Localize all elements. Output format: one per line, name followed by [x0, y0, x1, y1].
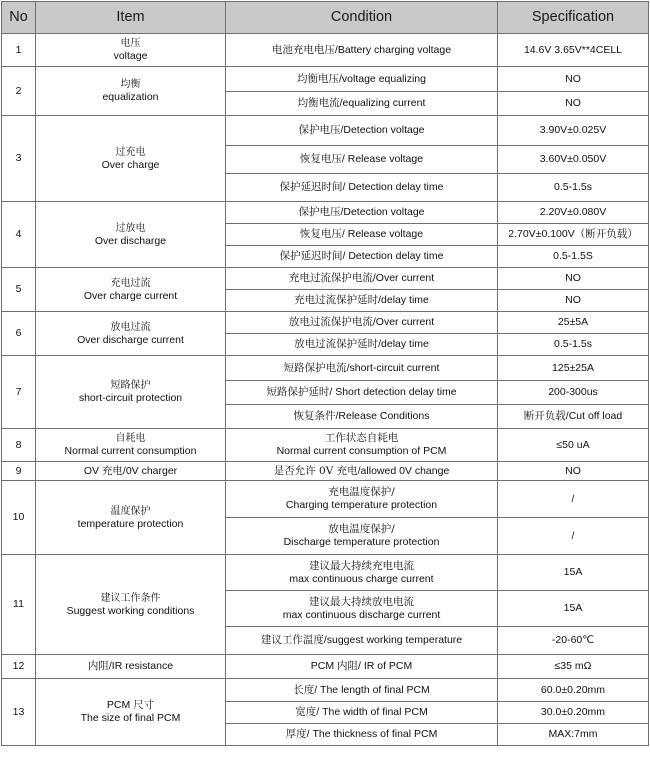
condition-cell: [226, 34, 498, 67]
table-row: [2, 34, 649, 67]
item-english: Over discharge current: [77, 333, 184, 346]
condition-cell: [226, 591, 498, 627]
item-chinese: 均衡: [120, 79, 141, 90]
row-number: 7: [2, 356, 36, 429]
item-cell: [36, 34, 226, 67]
specification-cell: ≤35 mΩ: [498, 655, 649, 679]
table-row: [2, 116, 649, 146]
item-cell: [36, 481, 226, 555]
item-english: PCM 尺寸: [106, 699, 155, 711]
item-english: equalization: [102, 91, 159, 103]
condition-chinese: 恢复电压: [299, 228, 342, 240]
item-english: 内阻/IR resistance: [87, 660, 174, 672]
condition-english: /delay time: [378, 338, 429, 350]
condition-chinese: 保护延迟时间: [279, 181, 343, 193]
condition-chinese: 建议最大持续充电电流: [309, 559, 414, 572]
condition-english: /short-circuit current: [346, 361, 440, 374]
spec-table: [1, 1, 649, 746]
condition-chinese: 放电过流保护延时: [294, 338, 379, 350]
condition-english: Charging temperature protection: [285, 499, 438, 511]
condition-english: Normal current consumption of PCM: [276, 445, 447, 457]
table-row: [2, 67, 649, 92]
header-row: [2, 2, 649, 34]
condition-english: /Over current: [372, 316, 435, 328]
condition-chinese: 充电温度保护/: [328, 486, 395, 498]
specification-cell: 3.60V±0.050V: [498, 146, 649, 174]
condition-chinese: 放电过流保护电流: [288, 316, 373, 328]
specification-cell: NO: [498, 67, 649, 92]
item-chinese: 充电过流: [110, 277, 151, 289]
condition-chinese: 宽度: [295, 706, 317, 718]
condition-cell: [226, 67, 498, 92]
item-cell: [36, 462, 226, 481]
condition-cell: [226, 312, 498, 334]
specification-cell: 2.70V±0.100V（断开负载）: [498, 224, 649, 246]
condition-chinese: 建议工作温度: [260, 634, 324, 646]
table-row: [2, 481, 649, 518]
condition-english: /equalizing current: [339, 97, 426, 109]
header-condition: Condition: [226, 2, 498, 34]
condition-english: /Detection voltage: [340, 206, 425, 218]
condition-english: /Battery charging voltage: [334, 43, 452, 56]
item-cell: [36, 555, 226, 655]
condition-chinese: 电池充电电压: [271, 43, 335, 56]
item-cell: [36, 268, 226, 312]
item-english: Normal current consumption: [64, 445, 197, 457]
condition-english: PCM 内阻/ IR of PCM: [310, 660, 413, 672]
condition-english: max continuous charge current: [289, 572, 434, 585]
specification-cell: NO: [498, 462, 649, 481]
item-chinese: 温度保护: [110, 505, 151, 517]
row-number: 5: [2, 268, 36, 312]
item-english: temperature protection: [77, 517, 184, 530]
specification-cell: 30.0±0.20mm: [498, 702, 649, 724]
condition-english: / The thickness of final PCM: [306, 728, 438, 740]
condition-english: / Detection delay time: [342, 250, 444, 262]
condition-cell: [226, 290, 498, 312]
condition-chinese: 保护电压: [298, 206, 341, 218]
spec-table-body: [2, 34, 649, 746]
item-chinese: 放电过流: [110, 321, 151, 333]
row-number: 1: [2, 34, 36, 67]
condition-english: / The width of final PCM: [316, 706, 428, 718]
condition-cell: [226, 116, 498, 146]
row-number: 6: [2, 312, 36, 356]
condition-english: /voltage equalizing: [339, 72, 426, 85]
header-no: No: [2, 2, 36, 34]
item-english: Suggest working conditions: [66, 604, 195, 617]
specification-cell: 3.90V±0.025V: [498, 116, 649, 146]
item-chinese: 自耗电: [115, 433, 146, 444]
row-number: 8: [2, 429, 36, 462]
item-english: OV 充电/0V charger: [83, 464, 178, 477]
condition-cell: [226, 356, 498, 381]
condition-english: max continuous discharge current: [282, 608, 441, 621]
condition-cell: [226, 381, 498, 405]
condition-cell: [226, 627, 498, 655]
condition-cell: [226, 202, 498, 224]
condition-cell: [226, 146, 498, 174]
item-english: Over charge current: [83, 289, 178, 302]
condition-chinese: 短路保护电流: [283, 361, 347, 374]
condition-chinese: 充电过流保护延时: [294, 294, 379, 306]
condition-english: /Over current: [372, 272, 435, 284]
row-number: 12: [2, 655, 36, 679]
header-specification: Specification: [498, 2, 649, 34]
condition-cell: [226, 246, 498, 268]
condition-english: /Detection voltage: [340, 124, 425, 136]
specification-cell: ≤50 uA: [498, 429, 649, 462]
row-number: 3: [2, 116, 36, 202]
condition-english: / Detection delay time: [342, 181, 444, 193]
item-cell: [36, 67, 226, 116]
table-row: [2, 655, 649, 679]
specification-cell: 14.6V 3.65V**4CELL: [498, 34, 649, 67]
condition-english: / Release voltage: [341, 153, 424, 165]
condition-chinese: 长度: [293, 683, 315, 696]
condition-cell: [226, 92, 498, 116]
row-number: 2: [2, 67, 36, 116]
item-cell: [36, 202, 226, 268]
condition-chinese: 恢复条件: [293, 410, 336, 422]
condition-chinese: 是否允许 0V 充电: [273, 464, 358, 477]
table-row: [2, 429, 649, 462]
item-chinese: 过放电: [115, 222, 146, 234]
item-english: Over discharge: [94, 234, 167, 247]
specification-cell: 断开负载/Cut off load: [498, 405, 649, 429]
condition-chinese: 保护延迟时间: [279, 250, 343, 262]
item-chinese: 建议工作条件: [100, 592, 161, 604]
item-cell: [36, 116, 226, 202]
specification-cell: NO: [498, 290, 649, 312]
condition-english: Discharge temperature protection: [283, 536, 440, 548]
item-cell: [36, 429, 226, 462]
condition-cell: [226, 555, 498, 591]
specification-cell: -20-60℃: [498, 627, 649, 655]
condition-chinese: 均衡电流: [297, 97, 340, 109]
condition-cell: [226, 462, 498, 481]
table-row: [2, 555, 649, 591]
condition-english: / Release voltage: [341, 228, 424, 240]
specification-cell: 0.5-1.5s: [498, 174, 649, 202]
condition-cell: [226, 268, 498, 290]
condition-chinese: 保护电压: [298, 124, 341, 136]
specification-cell: NO: [498, 268, 649, 290]
condition-english: /delay time: [378, 294, 429, 306]
specification-cell: 15A: [498, 591, 649, 627]
table-row: [2, 202, 649, 224]
condition-chinese: 均衡电压: [297, 72, 339, 85]
item-cell: [36, 312, 226, 356]
condition-cell: [226, 174, 498, 202]
condition-cell: [226, 429, 498, 462]
condition-cell: [226, 518, 498, 555]
condition-english: / The length of final PCM: [314, 683, 430, 696]
row-number: 10: [2, 481, 36, 555]
table-row: [2, 312, 649, 334]
specification-cell: MAX:7mm: [498, 724, 649, 746]
condition-chinese: 短路保护延时: [266, 386, 330, 398]
condition-english: /allowed 0V change: [357, 464, 450, 477]
item-english: short-circuit protection: [78, 392, 183, 404]
condition-cell: [226, 224, 498, 246]
specification-cell: 200-300us: [498, 381, 649, 405]
condition-cell: [226, 655, 498, 679]
condition-cell: [226, 334, 498, 356]
condition-chinese: 工作状态自耗电: [324, 432, 399, 444]
condition-chinese: 建议最大持续放电电流: [309, 595, 414, 608]
specification-cell: 15A: [498, 555, 649, 591]
header-item: Item: [36, 2, 226, 34]
condition-cell: [226, 481, 498, 518]
condition-chinese: 充电过流保护电流: [288, 272, 373, 284]
condition-cell: [226, 405, 498, 429]
table-row: [2, 268, 649, 290]
condition-english: /Release Conditions: [335, 410, 430, 422]
condition-english: / Short detection delay time: [329, 386, 457, 398]
row-number: 4: [2, 202, 36, 268]
table-row: [2, 679, 649, 702]
specification-cell: 0.5-1.5s: [498, 334, 649, 356]
table-row: [2, 462, 649, 481]
row-number: 13: [2, 679, 36, 746]
condition-chinese: 放电温度保护/: [328, 523, 395, 535]
table-row: [2, 356, 649, 381]
condition-chinese: 厚度: [285, 728, 307, 740]
item-cell: [36, 356, 226, 429]
row-number: 9: [2, 462, 36, 481]
specification-cell: 60.0±0.20mm: [498, 679, 649, 702]
row-number: 11: [2, 555, 36, 655]
item-english: Over charge: [101, 158, 160, 171]
specification-cell: 125±25A: [498, 356, 649, 381]
item-chinese: 短路保护: [110, 380, 151, 391]
item-english-2: The size of final PCM: [80, 712, 181, 724]
specification-cell: /: [498, 481, 649, 518]
item-cell: [36, 655, 226, 679]
condition-cell: [226, 724, 498, 746]
item-english: voltage: [113, 50, 148, 62]
condition-chinese: 恢复电压: [299, 153, 342, 165]
item-cell: [36, 679, 226, 746]
item-chinese: 电压: [120, 38, 141, 49]
condition-cell: [226, 702, 498, 724]
specification-cell: 25±5A: [498, 312, 649, 334]
condition-english: /suggest working temperature: [323, 634, 463, 646]
specification-cell: /: [498, 518, 649, 555]
item-chinese: 过充电: [115, 146, 146, 158]
specification-cell: 0.5-1.5S: [498, 246, 649, 268]
specification-cell: 2.20V±0.080V: [498, 202, 649, 224]
specification-cell: NO: [498, 92, 649, 116]
condition-cell: [226, 679, 498, 702]
